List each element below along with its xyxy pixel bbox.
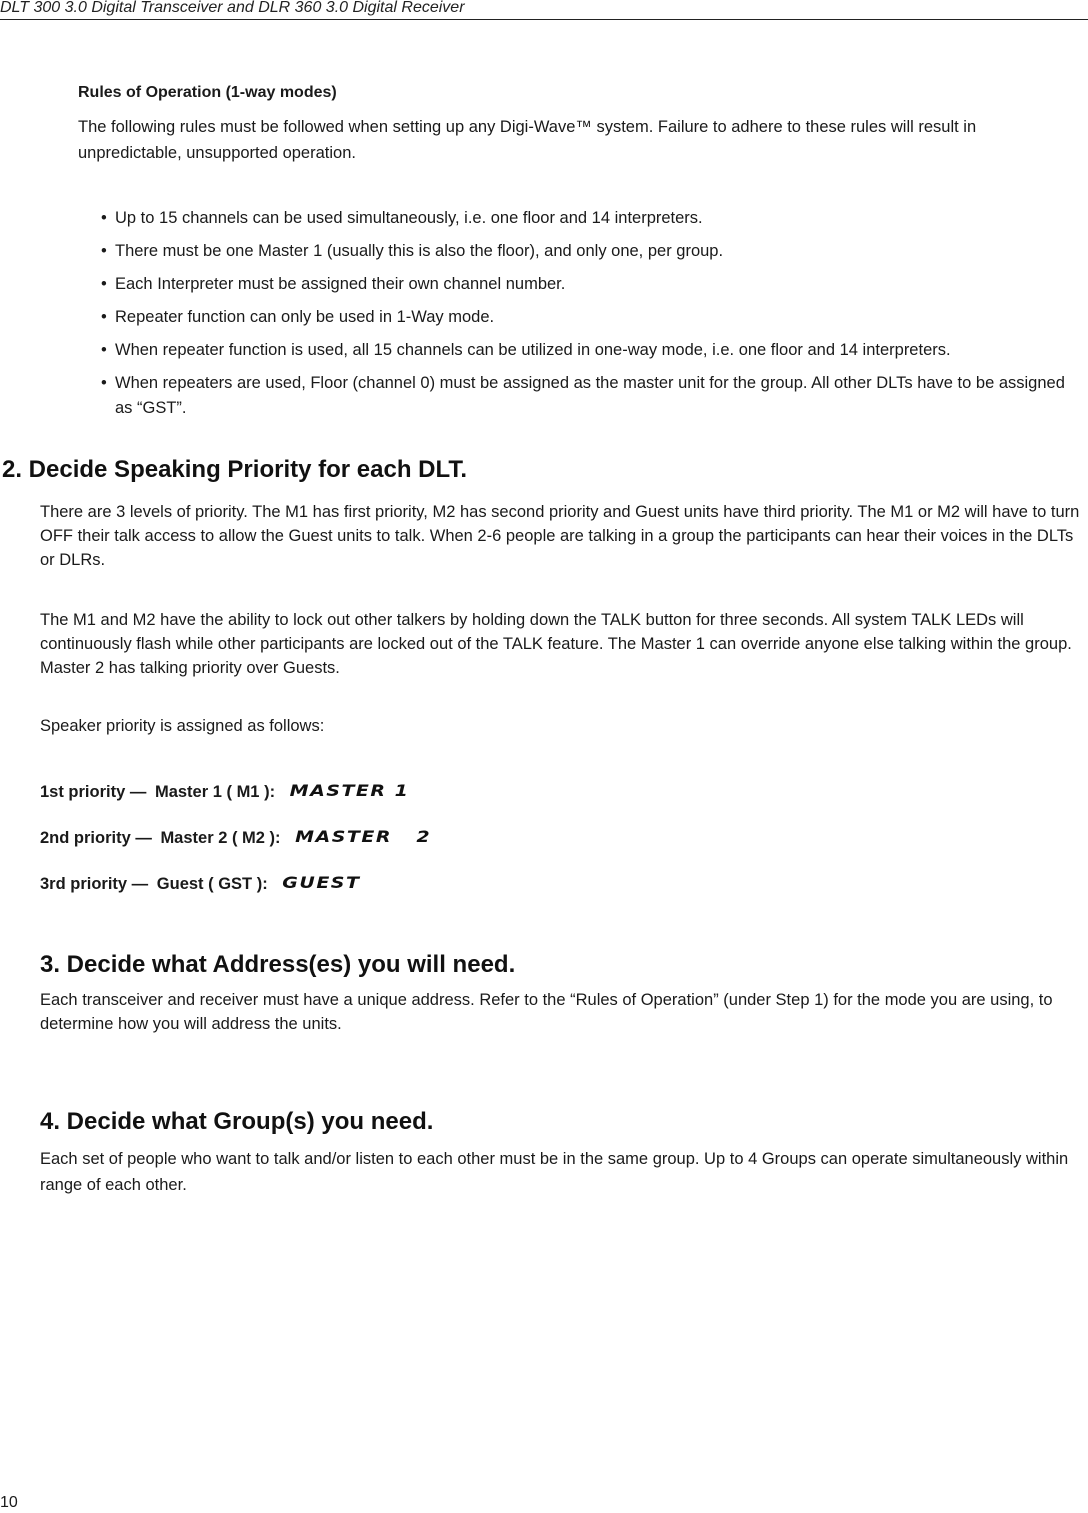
section-2-paragraph-1: There are 3 levels of priority. The M1 has first priority, M2 has second priority and Guest units have third priority. The M1 or M2 will have to turn OFF their talk access to allow the Guest units to talk. When 2-6 people are talking in a group the participants can hear their voices in the DLTs or DLRs. <box>40 503 1080 569</box>
section-2-heading: 2. Decide Speaking Priority for each DLT. <box>2 456 468 483</box>
priority-rank: 2nd priority — <box>40 829 152 847</box>
priority-display-badge: MASTER 2 <box>295 827 432 847</box>
running-header <box>0 0 1088 20</box>
section-4-paragraph: Each set of people who want to talk and/or listen to each other must be in the same group. Up to 4 Groups can operate simultaneously within range of each other. <box>40 1150 1069 1194</box>
section-3-paragraph: Each transceiver and receiver must have a unique address. Refer to the “Rules of Operation” (under Step 1) for the mode you are using, to determine how you will address the units. <box>40 991 1053 1033</box>
section-2-paragraph-2: The M1 and M2 have the ability to lock out other talkers by holding down the TALK button for three seconds. All system TALK LEDs will continuously flash while other participants are locked out of the TALK feature. The Master 1 can override anyone else talking within the group. Master 2 has talking priority over Guests. <box>40 611 1072 677</box>
rules-intro: The following rules must be followed when setting up any Digi-Wave™ system. Failure to adhere to these rules will result in unpredictable, unsupported operation. <box>78 118 977 162</box>
priority-desc: Guest ( GST ): <box>156 875 268 893</box>
priority-row-guest <box>40 872 360 895</box>
rules-title: Rules of Operation (1-way modes) <box>78 84 337 101</box>
rules-list <box>115 206 1080 429</box>
rules-list-item: • There must be one Master 1 (usually this is also the floor), and only one, per group. <box>115 239 1080 264</box>
priority-row-master-2 <box>40 826 431 849</box>
rules-list-item: • Up to 15 channels can be used simultaneously, i.e. one floor and 14 interpreters. <box>115 206 1080 231</box>
rules-list-item: • When repeater function is used, all 15 channels can be utilized in one-way mode, i.e. one floor and 14 interpreters. <box>115 338 1080 363</box>
priority-desc: Master 1 ( M1 ): <box>154 783 276 801</box>
priority-desc: Master 2 ( M2 ): <box>160 829 281 847</box>
priority-rank: 3rd priority — <box>40 875 149 893</box>
rules-list-item: • Repeater function can only be used in 1-Way mode. <box>115 305 1080 330</box>
priority-display-badge: MASTER 1 <box>289 781 410 801</box>
priority-rank: 1st priority — <box>40 783 147 801</box>
rules-list-item: • When repeaters are used, Floor (channel 0) must be assigned as the master unit for the group. All other DLTs have to be assigned as “GST”. <box>115 371 1080 421</box>
priority-display-badge: GUEST <box>282 873 361 893</box>
running-header-title: DLT 300 3.0 Digital Transceiver and DLR 360 3.0 Digital Receiver <box>0 0 465 16</box>
priority-row-master-1 <box>40 780 409 803</box>
rules-list-item: • Each Interpreter must be assigned their own channel number. <box>115 272 1080 297</box>
section-3-heading: 3. Decide what Address(es) you will need. <box>40 951 516 978</box>
page-number: 10 <box>0 1494 18 1511</box>
section-2-paragraph-3: Speaker priority is assigned as follows: <box>40 717 325 735</box>
section-4-heading: 4. Decide what Group(s) you need. <box>40 1108 434 1135</box>
